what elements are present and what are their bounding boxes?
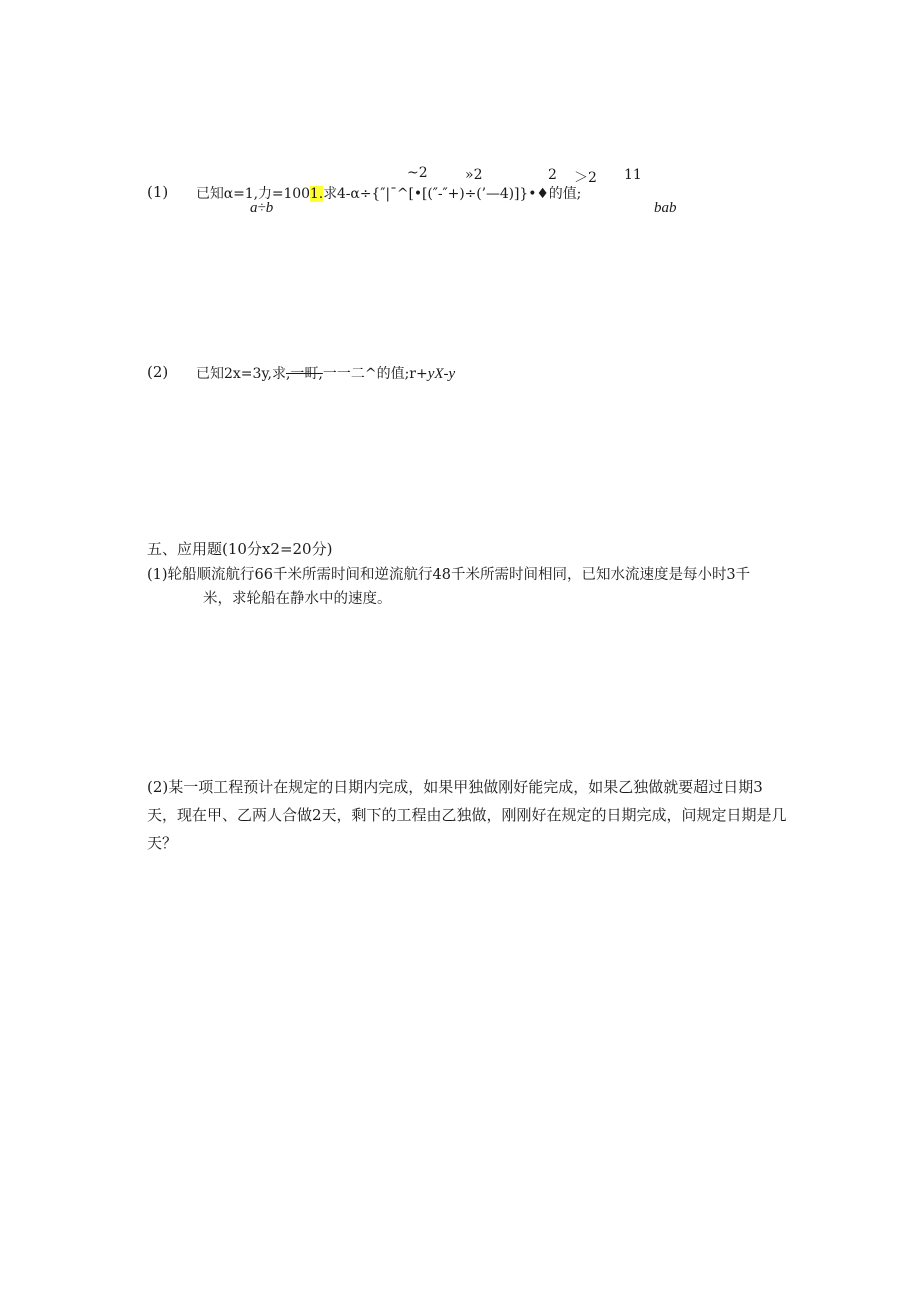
problem-1-text-a: 已知α=1,力=100 <box>196 186 310 202</box>
problem-1-text-b: 求4-α÷{″|¯^[•[(″-″+)÷(’—4)]}•♦的值; <box>323 186 582 202</box>
superscript-3: 2 <box>548 167 557 183</box>
problem-1-number: (1) <box>147 183 169 201</box>
problem-1-subscript-left: a÷b <box>250 200 274 216</box>
superscript-2: »2 <box>465 167 483 183</box>
problem-2-text-a: 已知2x=3y,求 <box>196 366 286 382</box>
problem-2-text-b: 一一二^的值;r+ <box>322 366 428 382</box>
problem-1-subscript-right: bab <box>654 200 677 216</box>
question-1-line-2: 米，求轮船在静水中的速度。 <box>203 591 392 607</box>
question-2: (2)某一项工程预计在规定的日期内完成，如果甲独做刚好能完成，如果乙独做就要超过日期3天，现在甲、乙两人合做2天，剩下的工程由乙独做，刚刚好在规定的日期完成，问规定日期是几天？ <box>147 778 787 852</box>
highlighted-text: 1. <box>309 186 324 202</box>
problem-2-text <box>196 363 455 383</box>
question-1-line-1: (1)轮船顺流航行66千米所需时间和逆流航行48千米所需时间相同，已知水流速度是每小时3千 <box>147 567 751 583</box>
superscript-5: 11 <box>624 167 642 183</box>
struck-text: ,一町, <box>285 366 323 382</box>
problem-2-italic-tail: yX-y <box>427 366 456 382</box>
superscript-4: ＞2 <box>574 170 597 186</box>
problem-2-number: (2) <box>147 363 169 381</box>
superscript-1: ~2 <box>407 165 428 181</box>
section-5-heading: 五、应用题(10分x2=20分) <box>147 540 333 558</box>
